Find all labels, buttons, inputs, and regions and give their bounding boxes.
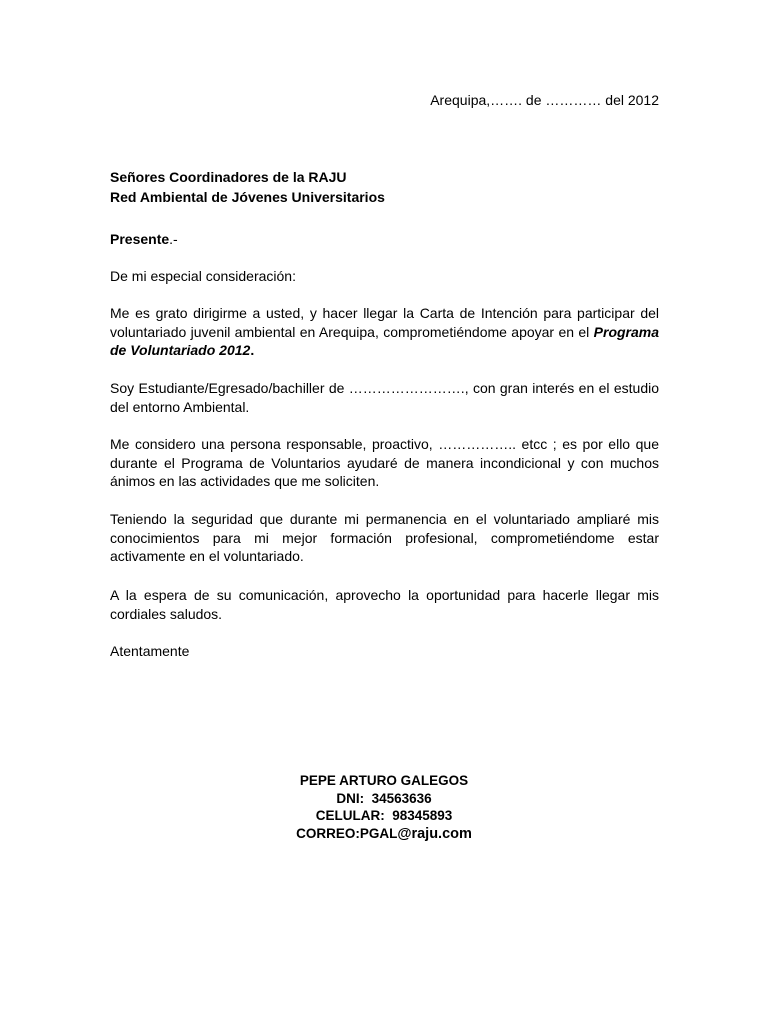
- salutation: [110, 229, 659, 249]
- addressee-line-2: Red Ambiental de Jóvenes Universitarios: [110, 189, 385, 205]
- addressee-line-1: Señores Coordinadores de la RAJU: [110, 169, 347, 185]
- date-line: Arequipa,……. de ………… del 2012: [430, 92, 659, 108]
- signer-email-domain: @raju.com: [397, 826, 472, 843]
- program-name: Programa de Voluntariado 2012: [110, 323, 660, 358]
- paragraph-intent-text: Me es grato dirigirme a usted, y hacer llegar la Carta de Intención para participar del voluntariado juvenil ambiental en Arequipa, comprometiéndome apoyar en el: [110, 305, 659, 340]
- signer-phone: CELULAR: 98345893: [315, 808, 453, 824]
- salutation-suffix: .-: [169, 231, 178, 247]
- closing: Atentamente: [110, 643, 190, 659]
- signer-email-prefix: CORREO:PGAL: [296, 826, 398, 842]
- paragraph-qualities: Me considero una persona responsable, proactivo, …………….. etcc ; es por ello que durante el Programa de Voluntarios ayudaré de manera incondicional y con muchos ánimos en las actividades que me soliciten.: [110, 436, 659, 489]
- signature-block: [200, 772, 568, 844]
- paragraph-growth: Teniendo la seguridad que durante mi permanencia en el voluntariado ampliaré mis conocimientos para mi mejor formación profesional, comprometiéndome estar activamente en el voluntariado.: [110, 511, 659, 564]
- signer-dni: DNI: 34563636: [336, 790, 432, 806]
- signer-email: [200, 825, 568, 844]
- paragraph-intent-end: .: [250, 342, 255, 358]
- addressee-block: [110, 167, 659, 207]
- paragraph-status: Soy Estudiante/Egresado/bachiller de ……………………., con gran interés en el estudio del entorno Ambiental.: [110, 380, 659, 415]
- paragraph-farewell: A la espera de su comunicación, aprovecho la oportunidad para hacerle llegar mis cordiales saludos.: [110, 587, 659, 622]
- greeting: De mi especial consideración:: [110, 268, 296, 284]
- paragraph-intent: [110, 304, 659, 360]
- salutation-word: Presente: [110, 231, 170, 247]
- signer-name: PEPE ARTURO GALEGOS: [299, 773, 469, 788]
